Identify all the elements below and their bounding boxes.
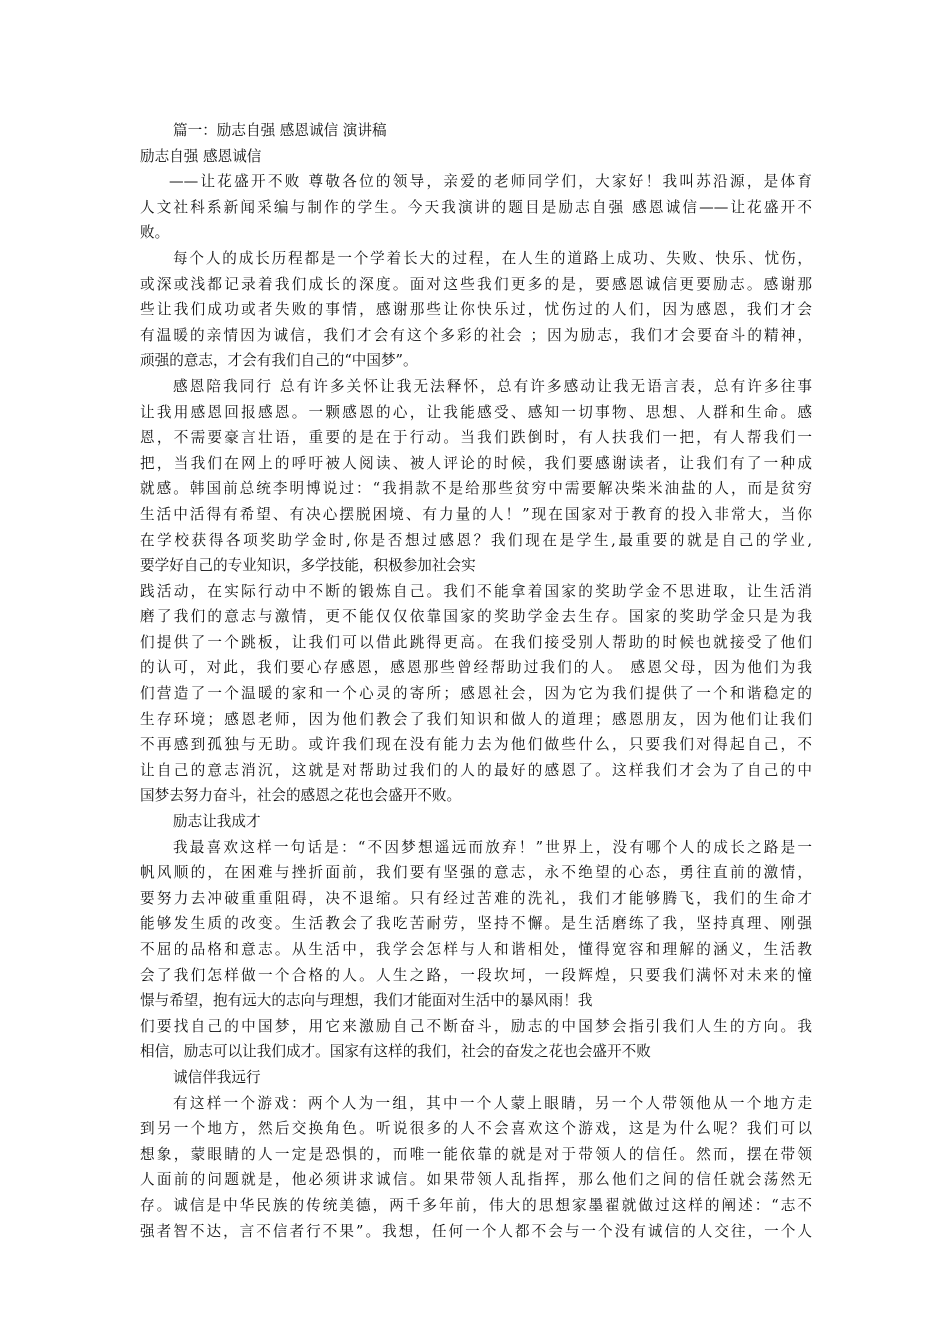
text-line: 人面前的问题就是，他必须讲求诚信。如果带领人乱指挥，那么他们之间的信任就会荡然无 xyxy=(140,1171,812,1189)
text-line: 顽强的意志，才会有我们自己的“中国梦”。 xyxy=(140,352,418,370)
text-line: 恩，不需要豪言壮语，重要的是在于行动。当我们跌倒时，有人扶我们一把，有人帮我们一 xyxy=(140,429,812,447)
text-line: 在学校获得各项奖助学金时,你是否想过感恩？我们现在是学生,最重要的就是自己的学业, xyxy=(140,531,812,549)
document-body xyxy=(140,169,812,1244)
document-title: 篇一：励志自强 感恩诚信 演讲稿 xyxy=(173,122,387,139)
text-line: 到另一个地方，然后交换角色。听说很多的人不会喜欢这个游戏，这是为什么呢？我们可以 xyxy=(140,1120,812,1138)
text-line: 们要找自己的中国梦，用它来激励自己不断奋斗，励志的中国梦会指引我们人生的方向。我 xyxy=(140,1017,812,1035)
text-line: 磨了我们的意志与激情，更不能仅仅依靠国家的奖助学金去生存。国家的奖助学金只是为我 xyxy=(140,608,812,626)
text-line: 憬与希望，抱有远大的志向与理想，我们才能面对生活中的暴风雨！我 xyxy=(140,992,593,1010)
text-line: 有温暖的亲情因为诚信，我们才会有这个多彩的社会 ；因为励志，我们才会要奋斗的精神， xyxy=(140,326,812,344)
text-line: 诚信伴我远行 xyxy=(173,1068,261,1086)
text-line: 们营造了一个温暖的家和一个心灵的寄所；感恩社会，因为它为我们提供了一个和谐稳定的 xyxy=(140,685,812,703)
text-line: 我最喜欢这样一句话是：“不因梦想遥远而放弃！”世界上，没有哪个人的成长之路是一 xyxy=(173,838,812,856)
text-line: 每个人的成长历程都是一个学着长大的过程，在人生的道路上成功、失败、快乐、忧伤， xyxy=(173,249,812,267)
text-line: 践活动，在实际行动中不断的锻炼自己。我们不能拿着国家的奖助学金不思进取，让生活消 xyxy=(140,582,812,600)
text-line: 存。诚信是中华民族的传统美德，两千多年前，伟大的思想家墨翟就做过这样的阐述：“志不 xyxy=(140,1196,812,1214)
text-line: 就感。韩国前总统李明博说过：“我捐款不是给那些贫穷中需要解决柴米油盐的人，而是贫穷 xyxy=(140,480,812,498)
text-line: 让自己的意志消沉，这就是对帮助过我们的人的最好的感恩了。这样我们才会为了自己的中 xyxy=(140,761,812,779)
text-line: 能够发生质的改变。生活教会了我吃苦耐劳，坚持不懈。是生活磨练了我，坚持真理、刚强 xyxy=(140,915,812,933)
text-line: 的认可，对此，我们要心存感恩，感恩那些曾经帮助过我们的人。 感恩父母，因为他们为我 xyxy=(140,659,812,677)
text-line: 败。 xyxy=(140,224,170,242)
text-line: 不屈的品格和意志。从生活中，我学会怎样与人和谐相处，懂得宽容和理解的涵义，生活教 xyxy=(140,941,812,958)
text-line: 国梦去努力奋斗，社会的感恩之花也会盛开不败。 xyxy=(140,787,462,805)
text-line: 有这样一个游戏：两个人为一组，其中一个人蒙上眼睛，另一个人带领他从一个地方走 xyxy=(173,1094,812,1112)
text-line: 把，当我们在网上的呼吁被人阅读、被人评论的时候，我们要感谢读者，让我们有了一种成 xyxy=(140,454,812,472)
text-line: 想象，蒙眼睛的人一定是恐惧的，而唯一能依靠的就是对于带领人的信任。然而，摆在带领 xyxy=(140,1145,812,1163)
text-line: 会了我们怎样做一个合格的人。人生之路，一段坎坷，一段辉煌，只要我们满怀对未来的憧 xyxy=(140,966,812,984)
text-line: 要学好自己的专业知识，多学技能，积极参加社会实 xyxy=(140,557,476,575)
text-line: 生存环境；感恩老师，因为他们教会了我们知识和做人的道理；感恩朋友，因为他们让我们 xyxy=(140,710,812,728)
text-line: 生活中活得有希望、有决心摆脱困境、有力量的人！”现在国家对于教育的投入非常大，当你 xyxy=(140,505,812,523)
text-line: ——让花盛开不败 尊敬各位的领导，亲爱的老师同学们，大家好！我叫苏沿源，是体育 xyxy=(169,173,812,191)
document-subtitle: 励志自强 感恩诚信 xyxy=(140,147,262,165)
text-line: 人文社科系新闻采编与制作的学生。今天我演讲的题目是励志自强 感恩诚信——让花盛开不 xyxy=(140,198,812,216)
text-line: 励志让我成才 xyxy=(173,813,261,831)
text-line: 要努力去冲破重重阻碍，决不退缩。只有经过苦难的洗礼，我们才能够腾飞，我们的生命才 xyxy=(140,889,812,907)
text-line: 们提供了一个跳板，让我们可以借此跳得更高。在我们接受别人帮助的时候也就接受了他们 xyxy=(140,633,812,651)
text-line: 让我用感恩回报感恩。一颗感恩的心，让我能感受、感知一切事物、思想、人群和生命。感 xyxy=(140,403,812,421)
document-page xyxy=(140,118,812,1244)
text-line: 强者智不达，言不信者行不果”。我想，任何一个人都不会与一个没有诚信的人交往，一个人 xyxy=(140,1222,812,1240)
text-line: 帆风顺的，在困难与挫折面前，我们要有坚强的意志，永不绝望的心态，勇往直前的激情， xyxy=(140,864,812,882)
text-line: 相信，励志可以让我们成才。国家有这样的我们，社会的奋发之花也会盛开不败 xyxy=(140,1043,651,1061)
text-line: 些让我们成功或者失败的事情，感谢那些让你快乐过，忧伤过的人们，因为感恩，我们才会 xyxy=(140,301,812,319)
text-line: 感恩陪我同行 总有许多关怀让我无法释怀，总有许多感动让我无语言表，总有许多往事 xyxy=(173,377,812,395)
text-line: 不再感到孤独与无助。或许我们现在没有能力去为他们做些什么，只要我们对得起自己，不 xyxy=(140,736,812,754)
text-line: 或深或浅都记录着我们成长的深度。面对这些我们更多的是，要感恩诚信更要励志。感谢那 xyxy=(140,275,812,293)
